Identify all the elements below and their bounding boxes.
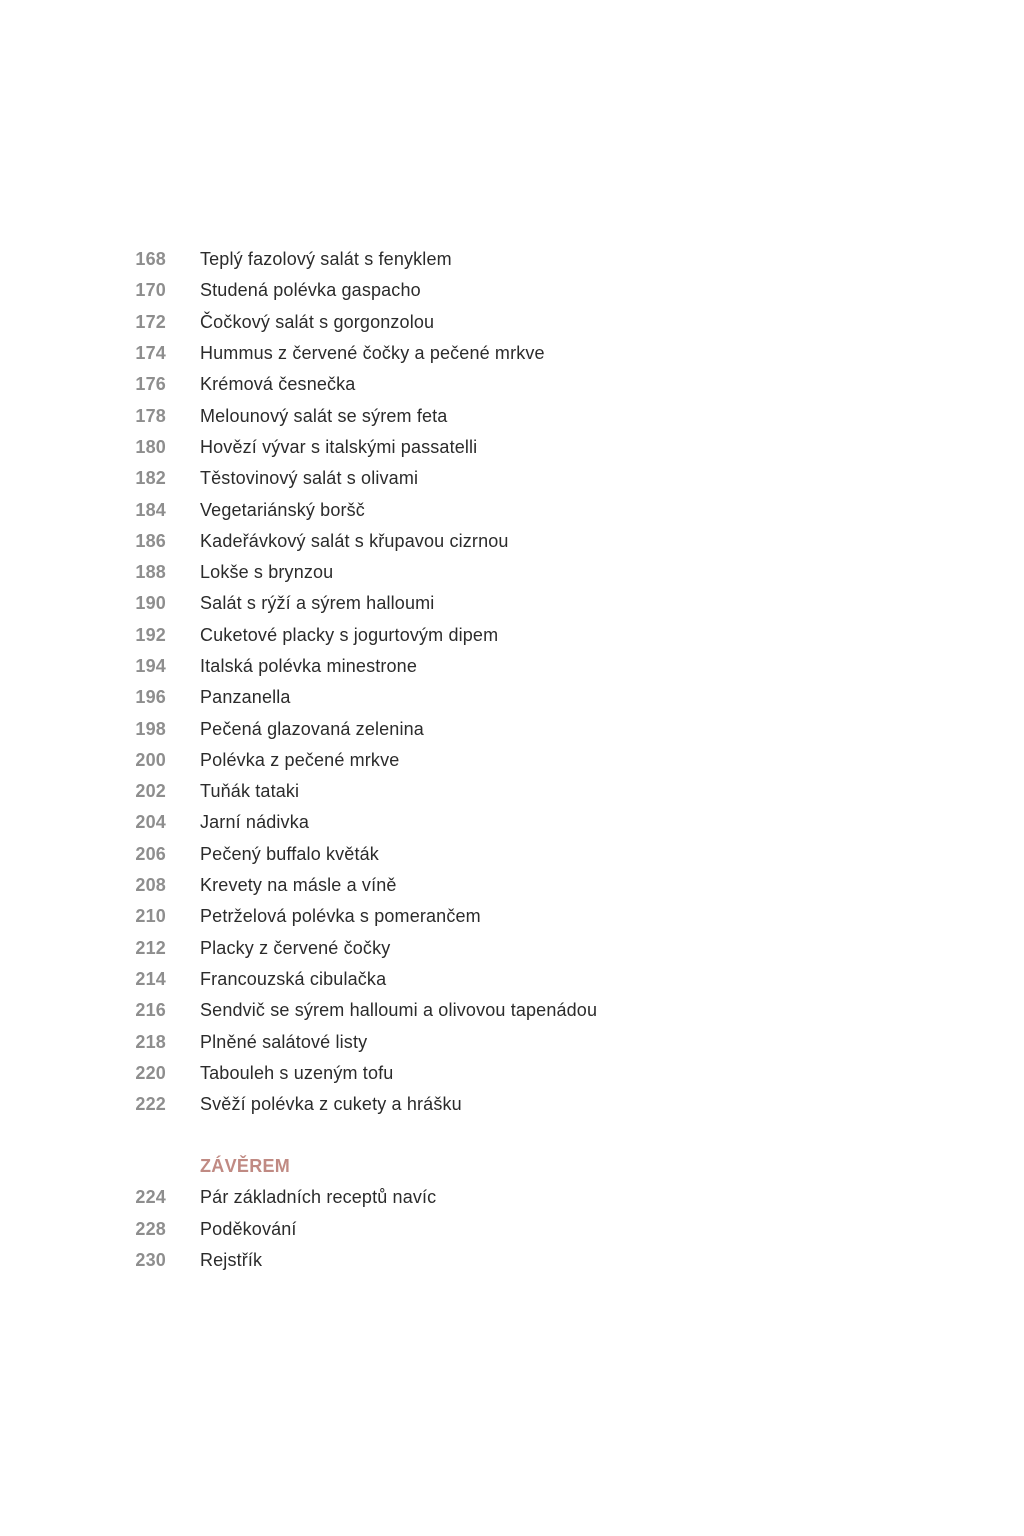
entry-title: Cuketové placky s jogurtovým dipem: [200, 624, 499, 645]
page-number: 200: [135, 749, 166, 770]
toc-entry: [0, 807, 1024, 838]
entry-title: Pár základních receptů navíc: [200, 1187, 437, 1208]
page-number: 170: [135, 280, 166, 301]
section-entry-list: [0, 1182, 1024, 1276]
toc-entry: [0, 713, 1024, 744]
entry-title: Melounový salát se sýrem feta: [200, 405, 448, 426]
toc-entry: [0, 1089, 1024, 1120]
page-number: 218: [135, 1031, 166, 1052]
page-number: 202: [135, 781, 166, 802]
toc-entry: [0, 870, 1024, 901]
toc-entry: [0, 1026, 1024, 1057]
entry-title: Teplý fazolový salát s fenyklem: [200, 249, 452, 270]
page-number: 178: [135, 405, 166, 426]
toc-entry: [0, 1214, 1024, 1245]
page-number: 194: [135, 656, 166, 676]
toc-entry: [0, 432, 1024, 463]
page-number: 230: [135, 1250, 166, 1271]
entry-title: Rejstřík: [200, 1250, 263, 1271]
toc-entry: [0, 1058, 1024, 1089]
entry-title: Poděkování: [200, 1218, 297, 1239]
toc-entry: [0, 776, 1024, 807]
entry-title: Francouzská cibulačka: [200, 968, 387, 989]
section-heading: ZÁVĚREM: [200, 1156, 291, 1177]
toc-entry: [0, 901, 1024, 932]
page-number: 190: [135, 593, 166, 614]
entry-title: Sendvič se sýrem halloumi a olivovou tapenádou: [200, 1000, 598, 1021]
toc-entry: [0, 995, 1024, 1026]
entry-title: Krémová česnečka: [200, 374, 356, 395]
page-number: 182: [135, 468, 166, 489]
page-number: 212: [135, 937, 166, 958]
toc-entry: [0, 338, 1024, 369]
toc-entry: [0, 275, 1024, 306]
page-number: 222: [135, 1094, 166, 1115]
toc-entry: [0, 839, 1024, 870]
toc-entry: [0, 745, 1024, 776]
entry-title: Pečený buffalo květák: [200, 843, 379, 864]
page-number: 214: [135, 968, 166, 989]
entry-title: Polévka z pečené mrkve: [200, 749, 400, 770]
toc-entry: [0, 651, 1024, 682]
entry-title: Jarní nádivka: [200, 812, 310, 833]
toc-entry: [0, 1245, 1024, 1276]
toc-entry: [0, 620, 1024, 651]
entry-title: Studená polévka gaspacho: [200, 280, 421, 301]
toc-entry: [0, 964, 1024, 995]
page-number: 186: [135, 530, 166, 551]
page-number: 216: [135, 1000, 166, 1021]
toc-entry: [0, 307, 1024, 338]
entry-title: Hummus z červené čočky a pečené mrkve: [200, 343, 545, 364]
page-number: 224: [135, 1187, 166, 1208]
toc-entry: [0, 494, 1024, 525]
toc-entry: [0, 588, 1024, 619]
entry-title: Svěží polévka z cukety a hrášku: [200, 1094, 462, 1115]
entry-title: Italská polévka minestrone: [200, 656, 418, 676]
entry-title: Krevety na másle a víně: [200, 875, 397, 896]
page-number: 168: [135, 249, 166, 270]
toc-entry: [0, 369, 1024, 400]
toc-entry-list: [0, 244, 1024, 1120]
toc-entry: [0, 400, 1024, 431]
entry-title: Lokše s brynzou: [200, 562, 334, 583]
table-of-contents: [0, 244, 1024, 1276]
page-number: 176: [135, 374, 166, 395]
entry-title: Hovězí vývar s italskými passatelli: [200, 436, 478, 457]
page-number: 204: [135, 812, 166, 833]
page-number: 198: [135, 718, 166, 739]
entry-title: Tuňák tataki: [200, 781, 300, 802]
entry-title: Plněné salátové listy: [200, 1031, 368, 1052]
entry-title: Salát s rýží a sýrem halloumi: [200, 593, 435, 614]
entry-title: Těstovinový salát s olivami: [200, 468, 419, 489]
page-number: 206: [135, 843, 166, 864]
toc-entry: [0, 682, 1024, 713]
entry-title: Pečená glazovaná zelenina: [200, 718, 424, 739]
entry-title: Čočkový salát s gorgonzolou: [200, 311, 435, 332]
toc-entry: [0, 557, 1024, 588]
page-number: 210: [135, 906, 166, 927]
entry-title: Kadeřávkový salát s křupavou cizrnou: [200, 530, 509, 551]
toc-entry: [0, 933, 1024, 964]
entry-title: Petrželová polévka s pomerančem: [200, 906, 481, 927]
page-number: 208: [135, 875, 166, 896]
entry-title: Vegetariánský boršč: [200, 499, 365, 520]
page-number: 192: [135, 624, 166, 645]
toc-entry: [0, 244, 1024, 275]
entry-title: Tabouleh s uzeným tofu: [200, 1062, 394, 1083]
page-number: 228: [135, 1218, 166, 1239]
entry-title: Placky z červené čočky: [200, 937, 391, 958]
toc-entry: [0, 1182, 1024, 1213]
page-number: 220: [135, 1062, 166, 1083]
page-number: 188: [135, 562, 166, 583]
page-number: 184: [135, 499, 166, 520]
entry-title: Panzanella: [200, 687, 291, 708]
toc-entry: [0, 526, 1024, 557]
toc-entry: [0, 463, 1024, 494]
page-number: 172: [135, 311, 166, 332]
page-number: 180: [135, 436, 166, 457]
page-number: 174: [135, 343, 166, 364]
page-number: 196: [135, 687, 166, 708]
